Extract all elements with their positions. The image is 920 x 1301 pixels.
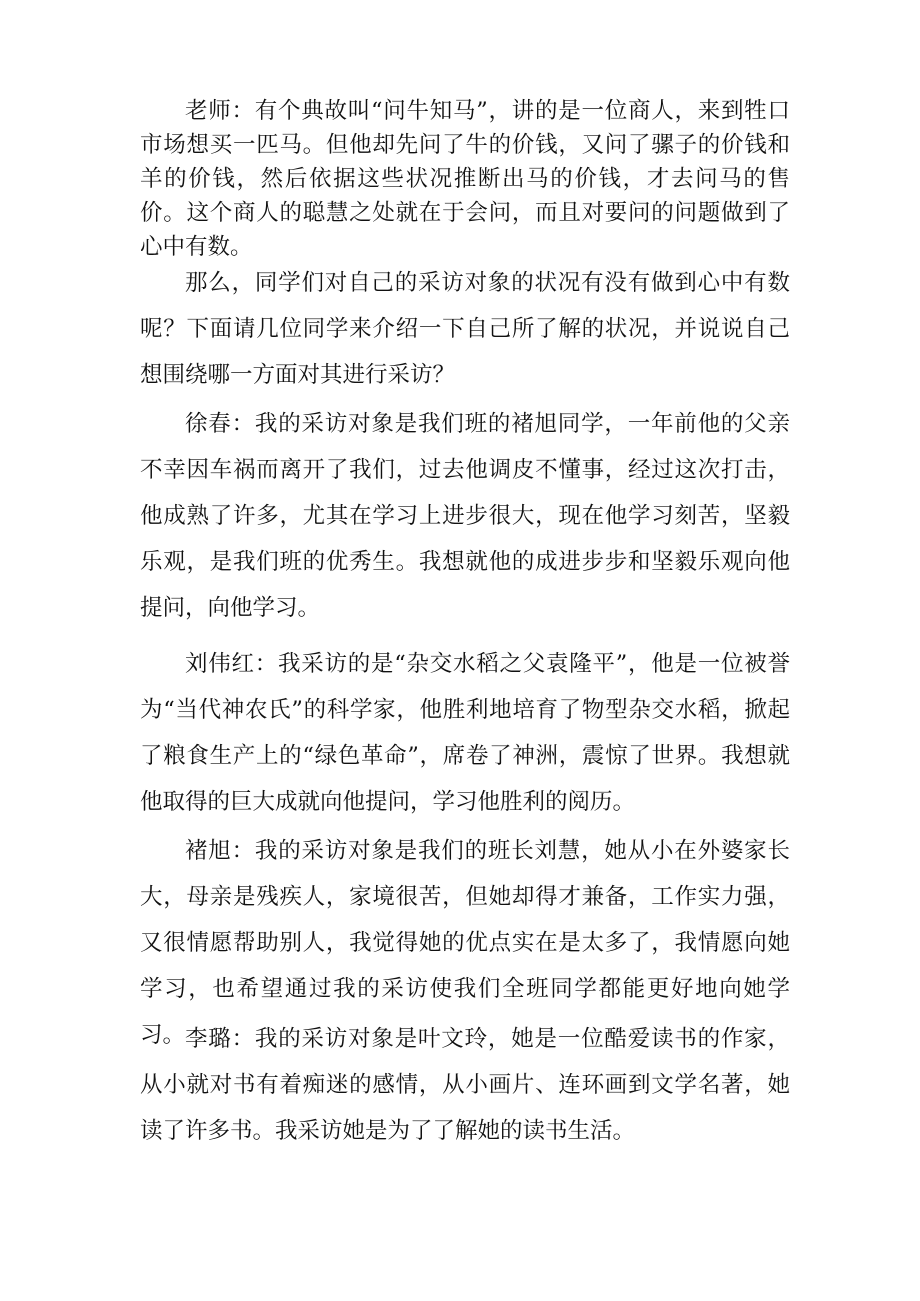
paragraph-chu-xu: 褚旭：我的采访对象是我们的班长刘慧，她从小在外婆家长大，母亲是残疾人，家境很苦，但她却得才兼备，工作实力强，又很情愿帮助别人，我觉得她的优点实在是太多了，我情愿向她学习，也希望通过我的采访使我们全班同学都能更好地向她学习。 — [140, 838, 790, 1048]
paragraph-teacher-question: 那么，同学们对自己的采访对象的状况有没有做到心中有数呢？下面请几位同学来介绍一下自己所了解的状况，并说说自己想围绕哪一方面对其进行采访？ — [140, 270, 790, 388]
paragraph-xu-chun: 徐春：我的采访对象是我们班的褚旭同学，一年前他的父亲不幸因车祸而离开了我们，过去他调皮不懂事，经过这次打击，他成熟了许多，尤其在学习上进步很大，现在他学习刻苦，坚毅乐观，是我们班的优秀生。我想就他的成进步步和坚毅乐观向他提问，向他学习。 — [140, 411, 790, 621]
paragraph-liu-weihong: 刘伟红：我采访的是“杂交水稻之父袁隆平”，他是一位被誉为“当代神农氏”的科学家，他胜利地培育了物型杂交水稻，掀起了粮食生产上的“绿色革命”，席卷了神洲，震惊了世界。我想就他取得的巨大成就向他提问，学习他胜利的阅历。 — [140, 651, 790, 815]
paragraph-teacher-anecdote: 老师：有个典故叫“问牛知马”，讲的是一位商人，来到牲口市场想买一匹马。但他却先问了牛的价钱，又问了骡子的价钱和羊的价钱，然后依据这些状况推断出马的价钱，才去问马的售价。这个商人的聪慧之处就在于会问，而且对要问的问题做到了心中有数。 — [140, 98, 790, 260]
paragraph-li-lu: 李璐：我的采访对象是叶文玲，她是一位酷爱读书的作家，从小就对书有着痴迷的感情，从小画片、连环画到文学名著，她读了许多书。我采访她是为了了解她的读书生活。 — [140, 1026, 790, 1144]
